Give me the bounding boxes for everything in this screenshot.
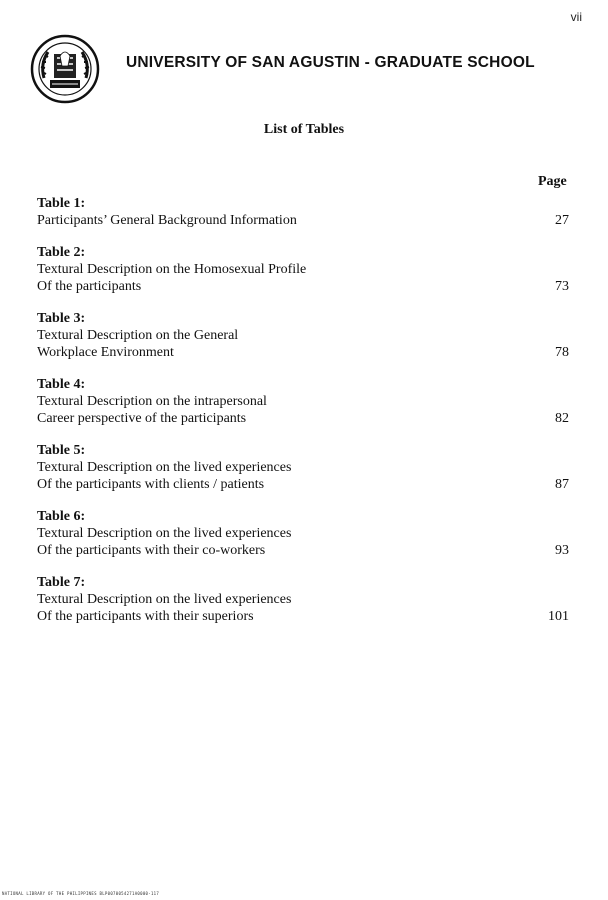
table-entry-description: Workplace Environment (37, 345, 174, 360)
table-entry-label: Table 3: (37, 311, 86, 326)
table-entry-description: Participants’ General Background Information (37, 213, 297, 228)
table-entry-label: Table 5: (37, 443, 86, 458)
table-entry (37, 376, 577, 427)
table-entry-description: Textural Description on the General (37, 328, 239, 343)
table-entry-description: Textural Description on the lived experiences (37, 526, 292, 541)
table-entry-page-number: 27 (555, 213, 569, 228)
table-entry-description: Textural Description on the lived experiences (37, 460, 292, 475)
table-entry-label: Table 1: (37, 196, 86, 211)
page-number: vii (570, 10, 582, 24)
footer-stamp: NATIONAL LIBRARY OF THE PHILIPPINES BLP0070054271A0000-117 (2, 891, 160, 896)
table-entry-description: Of the participants (37, 279, 142, 294)
table-entry-label: Table 2: (37, 245, 86, 260)
header-title: UNIVERSITY OF SAN AGUSTIN - GRADUATE SCHOOL (126, 54, 535, 71)
table-entry-page-number: 101 (548, 609, 569, 624)
table-entry (37, 508, 577, 559)
table-entry-page-number: 87 (555, 477, 569, 492)
table-entry-description: Of the participants with clients / patients (37, 477, 265, 492)
table-entry-description: Textural Description on the intrapersonal (37, 394, 267, 409)
page-column-header: Page (538, 174, 567, 189)
table-entry (37, 195, 577, 229)
table-entry-description: Of the participants with their co-workers (37, 543, 266, 558)
table-entry (37, 442, 577, 493)
table-entry-page-number: 73 (555, 279, 569, 294)
table-entry-page-number: 82 (555, 411, 569, 426)
table-entry-description: Textural Description on the lived experiences (37, 592, 292, 607)
table-entry-label: Table 7: (37, 575, 86, 590)
table-entry (37, 310, 577, 361)
table-entry-page-number: 93 (555, 543, 569, 558)
table-entry-label: Table 6: (37, 509, 86, 524)
table-entry-description: Of the participants with their superiors (37, 609, 254, 624)
table-list (37, 195, 577, 640)
table-entry (37, 574, 577, 625)
table-entry (37, 244, 577, 295)
table-entry-description: Career perspective of the participants (37, 411, 247, 426)
table-entry-label: Table 4: (37, 377, 86, 392)
table-entry-page-number: 78 (555, 345, 569, 360)
university-seal-icon (30, 34, 100, 104)
table-entry-description: Textural Description on the Homosexual Profile (37, 262, 307, 277)
list-title: List of Tables (263, 122, 345, 137)
